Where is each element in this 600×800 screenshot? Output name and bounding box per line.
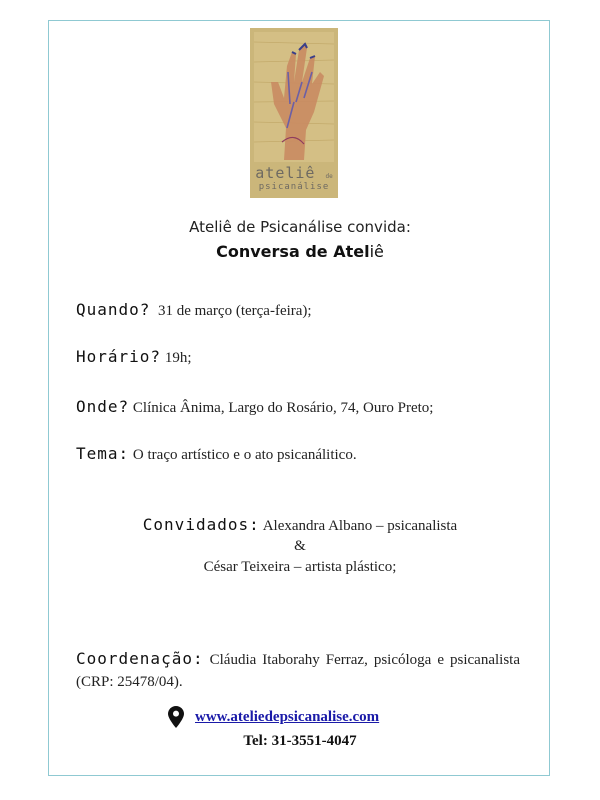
- hand-artwork-icon: [254, 32, 334, 162]
- when-label: Quando?: [76, 300, 151, 319]
- website-link[interactable]: www.ateliedepsicanalise.com: [195, 709, 380, 725]
- theme-value: O traço artístico e o ato psicanálitico.: [132, 447, 357, 463]
- when-value: 31 de março (terça-feira);: [157, 303, 312, 319]
- detail-time: [76, 347, 191, 367]
- guests-label: Convidados:: [142, 515, 260, 534]
- logo-text: [250, 166, 338, 192]
- where-value: Clínica Ânima, Largo do Rosário, 74, Ouro Preto;: [132, 400, 434, 416]
- detail-when: [76, 300, 312, 320]
- event-title: Conversa de Ateliê: [216, 242, 384, 261]
- time-value: 19h;: [164, 350, 192, 366]
- logo: [250, 28, 338, 198]
- coordination: [76, 648, 520, 693]
- guest-1: Alexandra Albano – psicanalista: [262, 518, 458, 534]
- guest-2: César Teixeira – artista plástico;: [203, 559, 397, 575]
- map-pin-icon: [168, 706, 184, 728]
- logo-line1: ateliê de: [255, 164, 333, 182]
- where-label: Onde?: [76, 397, 130, 416]
- theme-label: Tema:: [76, 444, 130, 463]
- time-label: Horário?: [76, 347, 162, 366]
- coordination-label: Coordenação:: [76, 649, 204, 668]
- guests-separator: &: [294, 538, 306, 554]
- phone-number: Tel: 31-3551-4047: [243, 733, 357, 749]
- logo-line2: psicanálise: [258, 182, 330, 192]
- coordination-value: Cláudia Itaborahy Ferraz, psicóloga e psicanalista (CRP: 25478/04).: [76, 652, 520, 690]
- invitation-intro: Ateliê de Psicanálise convida:: [189, 218, 411, 236]
- detail-where: [76, 397, 433, 417]
- detail-theme: [76, 444, 357, 464]
- guests-line1: [0, 515, 600, 535]
